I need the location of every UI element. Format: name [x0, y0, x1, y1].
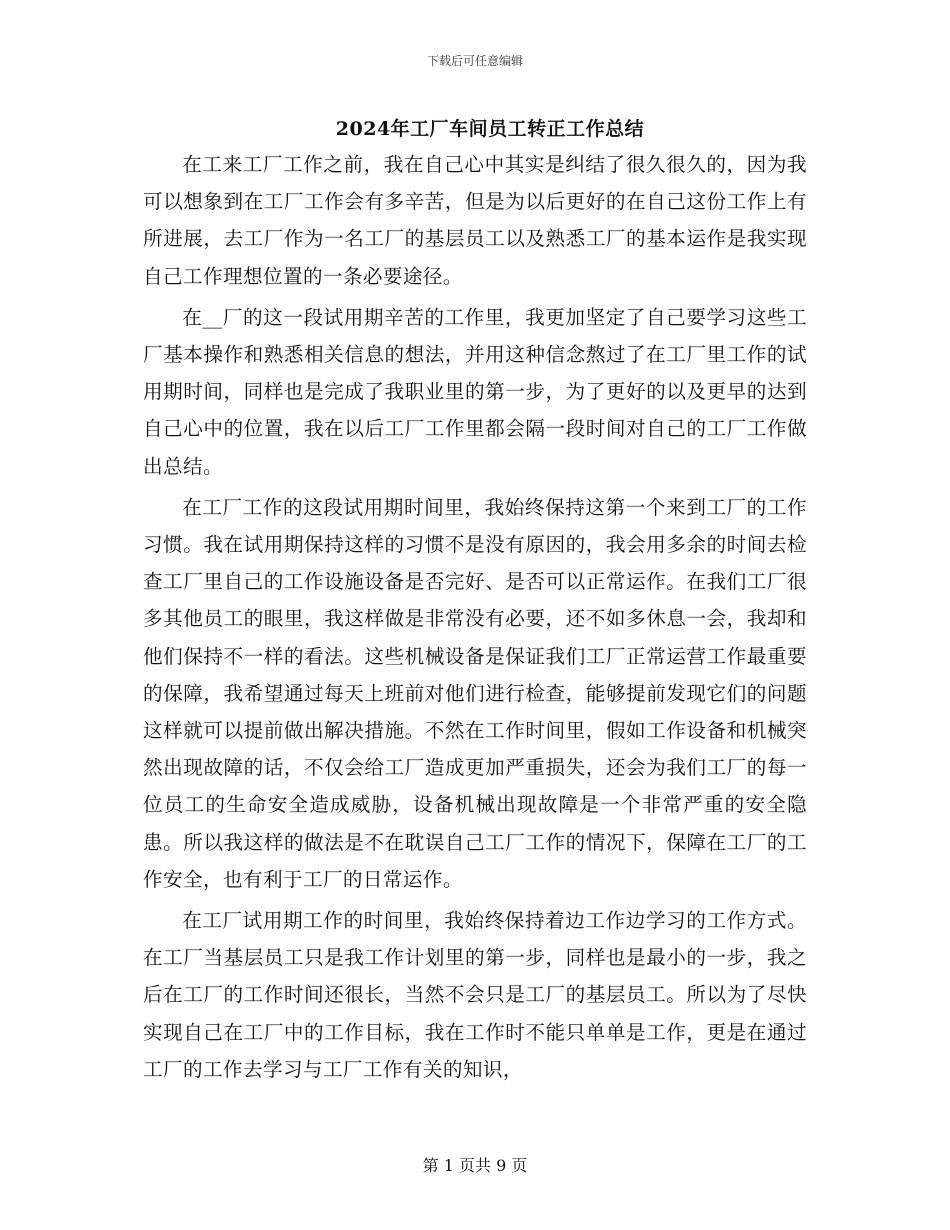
- header-note: 下载后可任意编辑: [426, 54, 523, 68]
- page-number: 第 1 页共 9 页: [422, 1156, 528, 1175]
- paragraph: 在工来工厂工作之前，我在自己心中其实是纠结了很久很久的，因为我可以想象到在工厂工作会有多辛苦，但是为以后更好的在自己这份工作上有所进展，去工厂作为一名工厂的基层员工以及熟悉工厂的基本运作是我实现自己工作理想位置的一条必要途径。: [143, 153, 807, 288]
- paragraph: 在工厂工作的这段试用期时间里，我始终保持这第一个来到工厂的工作习惯。我在试用期保持这样的习惯不是没有原因的，我会用多余的时间去检查工厂里自己的工作设施设备是否完好、是否可以正常运作。在我们工厂很多其他员工的眼里，我这样做是非常没有必要，还不如多休息一会，我却和他们保持不一样的看法。这些机械设备是保证我们工厂正常运营工作最重要的保障，我希望通过每天上班前对他们进行检查，能够提前发现它们的问题这样就可以提前做出解决措施。不然在工作时间里，假如工作设备和机械突然出现故障的话，不仅会给工厂造成更加严重损失，还会为我们工厂的每一位员工的生命安全造成威胁，设备机械出现故障是一个非常严重的安全隐患。所以我这样的做法是不在耽误自己工厂工作的情况下，保障在工厂的工作安全，也有利于工厂的日常运作。: [143, 495, 807, 891]
- document-body: [143, 146, 807, 1092]
- paragraph: 在工厂试用期工作的时间里，我始终保持着边工作边学习的工作方式。在工厂当基层员工只是我工作计划里的第一步，同样也是最小的一步，我之后在工厂的工作时间还很长，当然不会只是工厂的基层员工。所以为了尽快实现自己在工厂中的工作目标，我在工作时不能只单单是工作，更是在通过工厂的工作去学习与工厂工作有关的知识，: [143, 909, 807, 1081]
- document-title: 2024年工厂车间员工转正工作总结: [335, 118, 645, 140]
- paragraph: 在__厂的这一段试用期辛苦的工作里，我更加坚定了自己要学习这些工厂基本操作和熟悉相关信息的想法，并用这种信念熬过了在工厂里工作的试用期时间，同样也是完成了我职业里的第一步，为了更好的以及更早的达到自己心中的位置，我在以后工厂工作里都会隔一段时间对自己的工厂工作做出总结。: [143, 305, 807, 478]
